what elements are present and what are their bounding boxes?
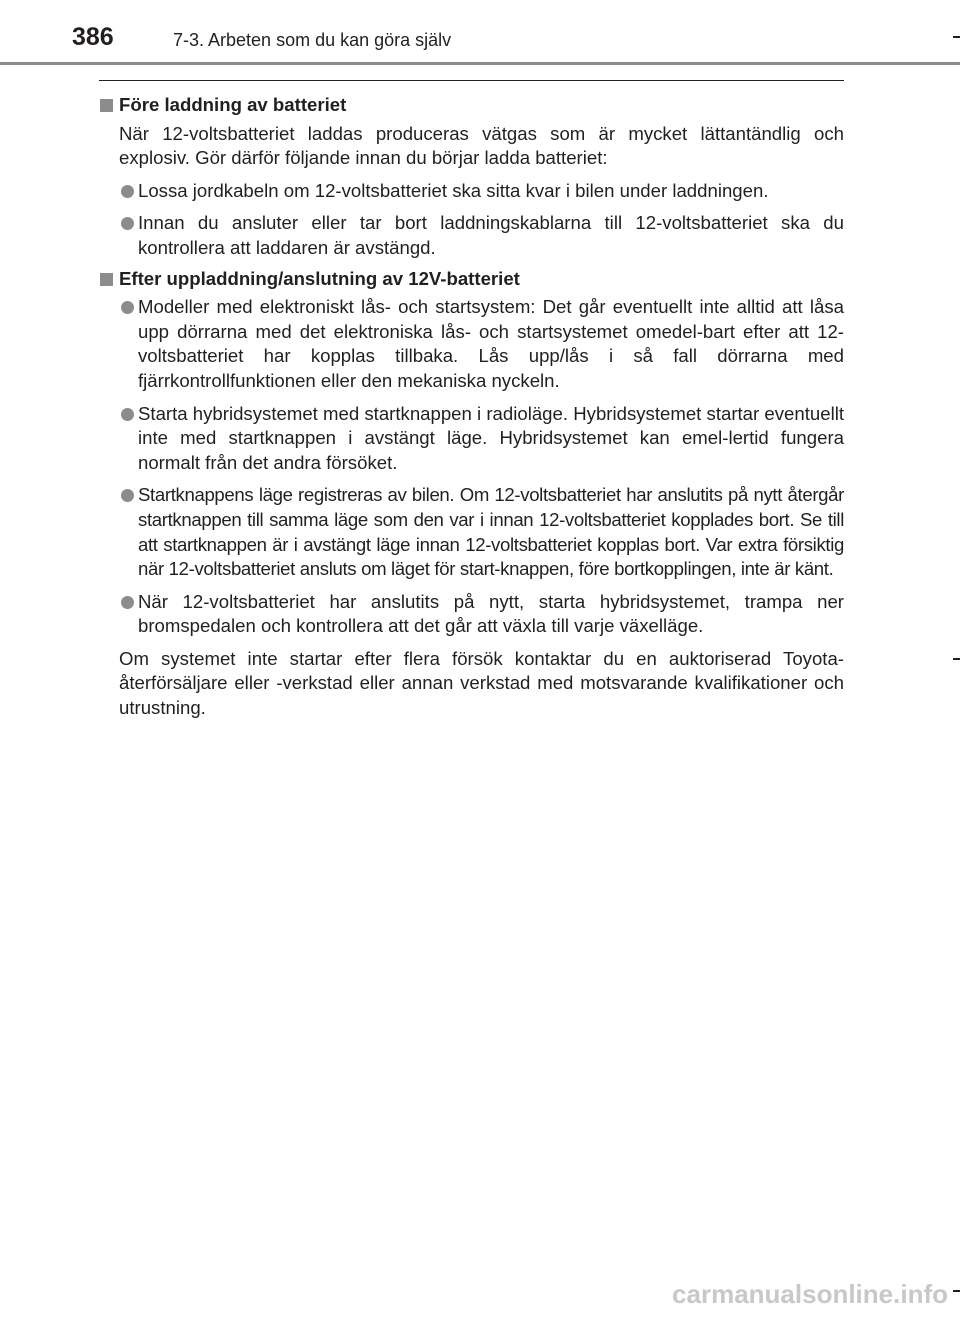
list-item: [99, 211, 844, 260]
closing-paragraph: Om systemet inte startar efter flera försök kontaktar du en auktoriserad Toyota-återförsäljare eller -verkstad eller annan verkstad med motsvarande kvalifikationer och utrustning.: [119, 647, 844, 719]
list-item: [99, 179, 844, 204]
list-item-text: Starta hybridsystemet med startknappen i radioläge. Hybridsystemet startar eventuellt inte med startknappen i avstängt läge. Hybridsystemet kan emel-lertid fungera normalt från det andra försöket.: [138, 402, 844, 473]
section-heading-text: Efter uppladdning/anslutning av 12V-batteriet: [119, 267, 520, 289]
watermark-logo: carmanualsonline.info: [672, 1279, 948, 1309]
page-content: [99, 90, 844, 721]
list-item-text: Modeller med elektroniskt lås- och startsystem: Det går eventuellt inte alltid att låsa upp dörrarna med det elektroniska lås- och startsystemet omedel-bart efter att 12-voltsbatteriet har kopplas tillbaka. Lås upp/lås i så fall dörrarna med fjärrkontrollfunktionen eller den mekaniska nyckeln.: [138, 296, 844, 391]
header-rule: [0, 62, 960, 65]
list-item-text: Innan du ansluter eller tar bort laddningskablarna till 12-voltsbatteriet ska du kontrollera att laddaren är avstängd.: [138, 212, 844, 258]
section-heading: [99, 267, 844, 292]
page-header: [0, 0, 960, 64]
page-number: 386: [72, 23, 114, 51]
list-item-text: Startknappens läge registreras av bilen. Om 12-voltsbatteriet har anslutits på nytt återgår startknappen till samma läge som den var i innan 12-voltsbatteriet kopplades bort. Se till att startknappen är i avstängt läge innan 12-voltsbatteriet kopplas bort. Var extra försiktig när 12-voltsbatteriet ansluts om läget för start-knappen, före bortkopplingen, inte är känt.: [138, 484, 844, 580]
list-item: [99, 590, 844, 639]
list-item-text: När 12-voltsbatteriet har anslutits på nytt, starta hybridsystemet, trampa ner bromspedalen och kontrollera att det går att växla till varje växelläge.: [138, 590, 844, 637]
circle-bullet-icon: [121, 185, 134, 198]
crop-mark: [953, 658, 960, 660]
content-rule: [99, 80, 844, 81]
list-item-text: Lossa jordkabeln om 12-voltsbatteriet ska sitta kvar i bilen under laddningen.: [138, 179, 769, 201]
circle-bullet-icon: [121, 217, 134, 230]
circle-bullet-icon: [121, 489, 134, 502]
crop-mark: [953, 36, 960, 38]
crop-mark: [953, 1290, 960, 1292]
list-item: [99, 295, 844, 393]
chapter-title: 7-3. Arbeten som du kan göra själv: [173, 30, 452, 50]
list-item: [99, 483, 844, 581]
section-heading: [99, 93, 844, 118]
circle-bullet-icon: [121, 408, 134, 421]
circle-bullet-icon: [121, 301, 134, 314]
section-intro: När 12-voltsbatteriet laddas produceras vätgas som är mycket lättantändlig och explosiv. Gör därför följande innan du börjar ladda batteriet:: [119, 122, 844, 169]
list-item: [99, 402, 844, 476]
square-bullet-icon: [100, 273, 113, 286]
circle-bullet-icon: [121, 596, 134, 609]
section-heading-text: Före laddning av batteriet: [119, 94, 347, 115]
square-bullet-icon: [100, 99, 113, 112]
